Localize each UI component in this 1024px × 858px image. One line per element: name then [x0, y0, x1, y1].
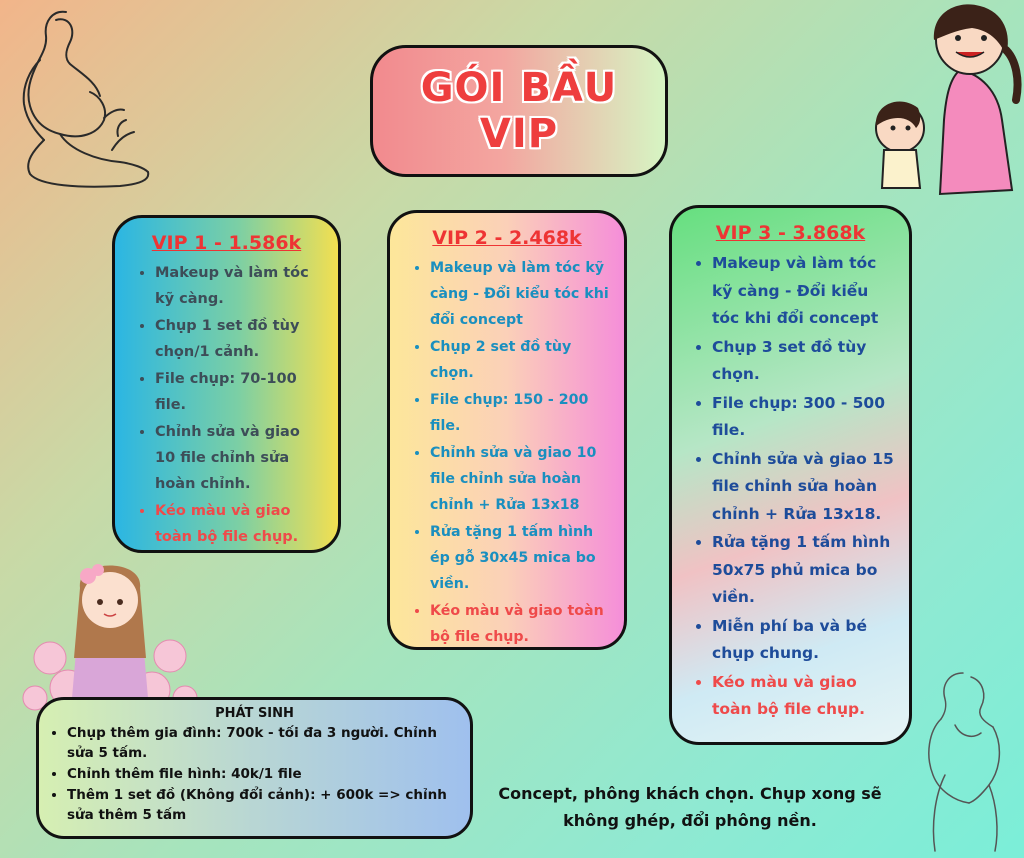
feature-item: • Miễn phí ba và bé chụp chung. [712, 613, 895, 668]
feature-item: • Chụp 2 set đồ tùy chọn. [430, 334, 610, 386]
feature-item: • Rửa tặng 1 tấm hình 50x75 phủ mica bo viền. [712, 529, 895, 612]
extra-charge-item: • Chỉnh thêm file hình: 40k/1 file [67, 764, 456, 784]
feature-item: • File chụp: 150 - 200 file. [430, 387, 610, 439]
feature-item: • Chụp 3 set đồ tùy chọn. [712, 334, 895, 389]
feature-item-highlight: • Kéo màu và giao toàn bộ file chụp. [712, 669, 895, 724]
pregnant-woman-lineart-icon [0, 0, 160, 225]
package-feature-list [390, 255, 624, 650]
mother-child-illustration-icon [860, 0, 1024, 200]
package-title: VIP 1 - 1.586k [151, 232, 302, 254]
page-title-line-2: VIP [479, 111, 559, 157]
page-title-line-1: GÓI BẦU [420, 65, 618, 111]
pregnant-woman-lineart-bottom-icon [905, 665, 1020, 855]
feature-item: • Rửa tặng 1 tấm hình ép gỗ 30x45 mica bo viền. [430, 519, 610, 597]
extra-charge-item: • Thêm 1 set đồ (Không đổi cảnh): + 600k => chỉnh sửa thêm 5 tấm [67, 785, 456, 825]
package-card-vip2 [387, 210, 627, 650]
feature-item: • Chỉnh sửa và giao 10 file chỉnh sửa hoàn chỉnh + Rửa 13x18 [430, 440, 610, 518]
feature-item: • Makeup và làm tóc kỹ càng - Đổi kiểu tóc khi đổi concept [712, 250, 895, 333]
title-banner [370, 45, 668, 177]
extra-charges-title: PHÁT SINH [215, 706, 294, 721]
feature-item-highlight: • Kéo màu và giao toàn bộ file chụp. [155, 498, 324, 550]
feature-item-highlight: • Kéo màu và giao toàn bộ file chụp. [430, 598, 610, 650]
feature-item: • Chỉnh sửa và giao 10 file chỉnh sửa hoàn chỉnh. [155, 419, 324, 497]
feature-item: • Chụp 1 set đồ tùy chọn/1 cảnh. [155, 313, 324, 365]
package-card-vip1 [112, 215, 341, 553]
extra-charges-list [39, 723, 470, 825]
package-feature-list [115, 260, 338, 550]
extra-charge-item: • Chụp thêm gia đình: 700k - tối đa 3 người. Chỉnh sửa 5 tấm. [67, 723, 456, 763]
feature-item: • Makeup và làm tóc kỹ càng - Đổi kiểu tóc khi đổi concept [430, 255, 610, 333]
footer-note: Concept, phông khách chọn. Chụp xong sẽ không ghép, đổi phông nền. [498, 784, 882, 830]
feature-item: • Chỉnh sửa và giao 15 file chỉnh sửa hoàn chỉnh + Rửa 13x18. [712, 446, 895, 529]
package-card-vip3 [669, 205, 912, 745]
extra-charges-box [36, 697, 473, 839]
package-title: VIP 2 - 2.468k [432, 227, 582, 249]
package-feature-list [672, 250, 909, 724]
feature-item: • Makeup và làm tóc kỹ càng. [155, 260, 324, 312]
feature-item: • File chụp: 70-100 file. [155, 366, 324, 418]
feature-item: • File chụp: 300 - 500 file. [712, 390, 895, 445]
package-title: VIP 3 - 3.868k [715, 222, 866, 244]
